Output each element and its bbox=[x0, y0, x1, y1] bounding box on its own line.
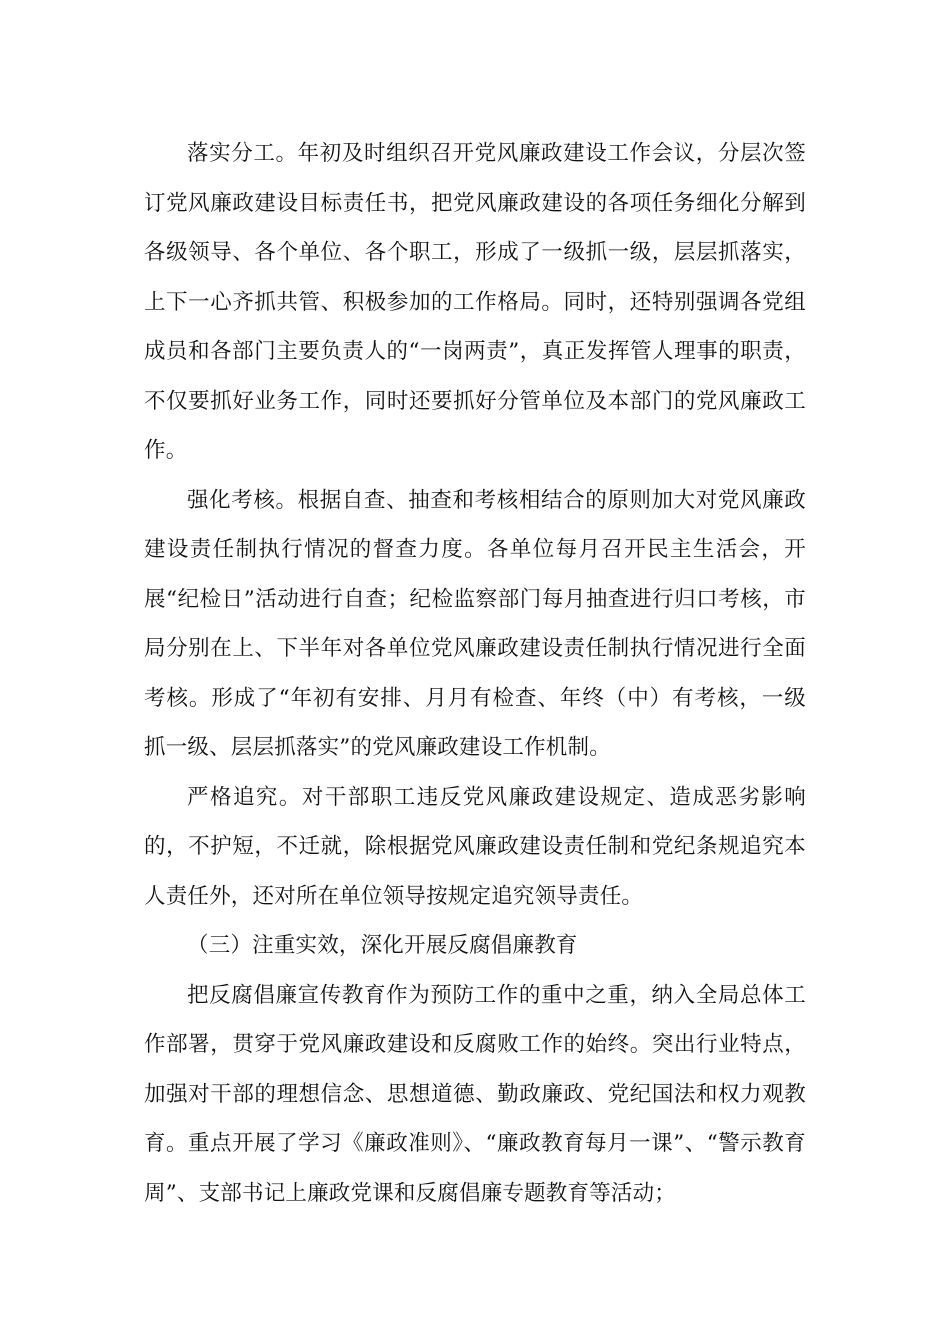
paragraph-zhuijiu: 严格追究。对干部职工违反党风廉政建设规定、造成恶劣影响的，不护短，不迁就，除根据党风廉政建设责任制和党纪条规追究本人责任外，还对所在单位领导按规定追究领导责任。 bbox=[144, 784, 806, 909]
paragraph-jiaoyu: 把反腐倡廉宣传教育作为预防工作的重中之重，纳入全局总体工作部署，贯穿于党风廉政建设和反腐败工作的始终。突出行业特点，加强对干部的理想信念、思想道德、勤政廉政、党纪国法和权力观教育。重点开展了学习《廉政准则》、“廉政教育每月一课”、“警示教育周”、支部书记上廉政党课和反腐倡廉专题教育等活动； bbox=[144, 982, 806, 1206]
paragraph-fenggong: 落实分工。年初及时组织召开党风廉政建设工作会议，分层次签订党风廉政建设目标责任书，把党风廉政建设的各项任务细化分解到各级领导、各个单位、各个职工，形成了一级抓一级，层层抓落实，上下一心齐抓共管、积极参加的工作格局。同时，还特别强调各党组成员和各部门主要负责人的“一岗两责”，真正发挥管人理事的职责，不仅要抓好业务工作，同时还要抓好分管单位及本部门的党风廉政工作。 bbox=[144, 141, 806, 463]
section-heading-3: （三）注重实效，深化开展反腐倡廉教育 bbox=[187, 933, 578, 958]
paragraph-kaohe: 强化考核。根据自查、抽查和考核相结合的原则加大对党风廉政建设责任制执行情况的督查力度。各单位每月召开民主生活会，开展“纪检日”活动进行自查；纪检监察部门每月抽查进行归口考核，市局分别在上、下半年对各单位党风廉政建设责任制执行情况进行全面考核。形成了“年初有安排、月月有检查、年终（中）有考核，一级抓一级、层层抓落实”的党风廉政建设工作机制。 bbox=[144, 487, 806, 760]
document-body bbox=[144, 129, 806, 1218]
